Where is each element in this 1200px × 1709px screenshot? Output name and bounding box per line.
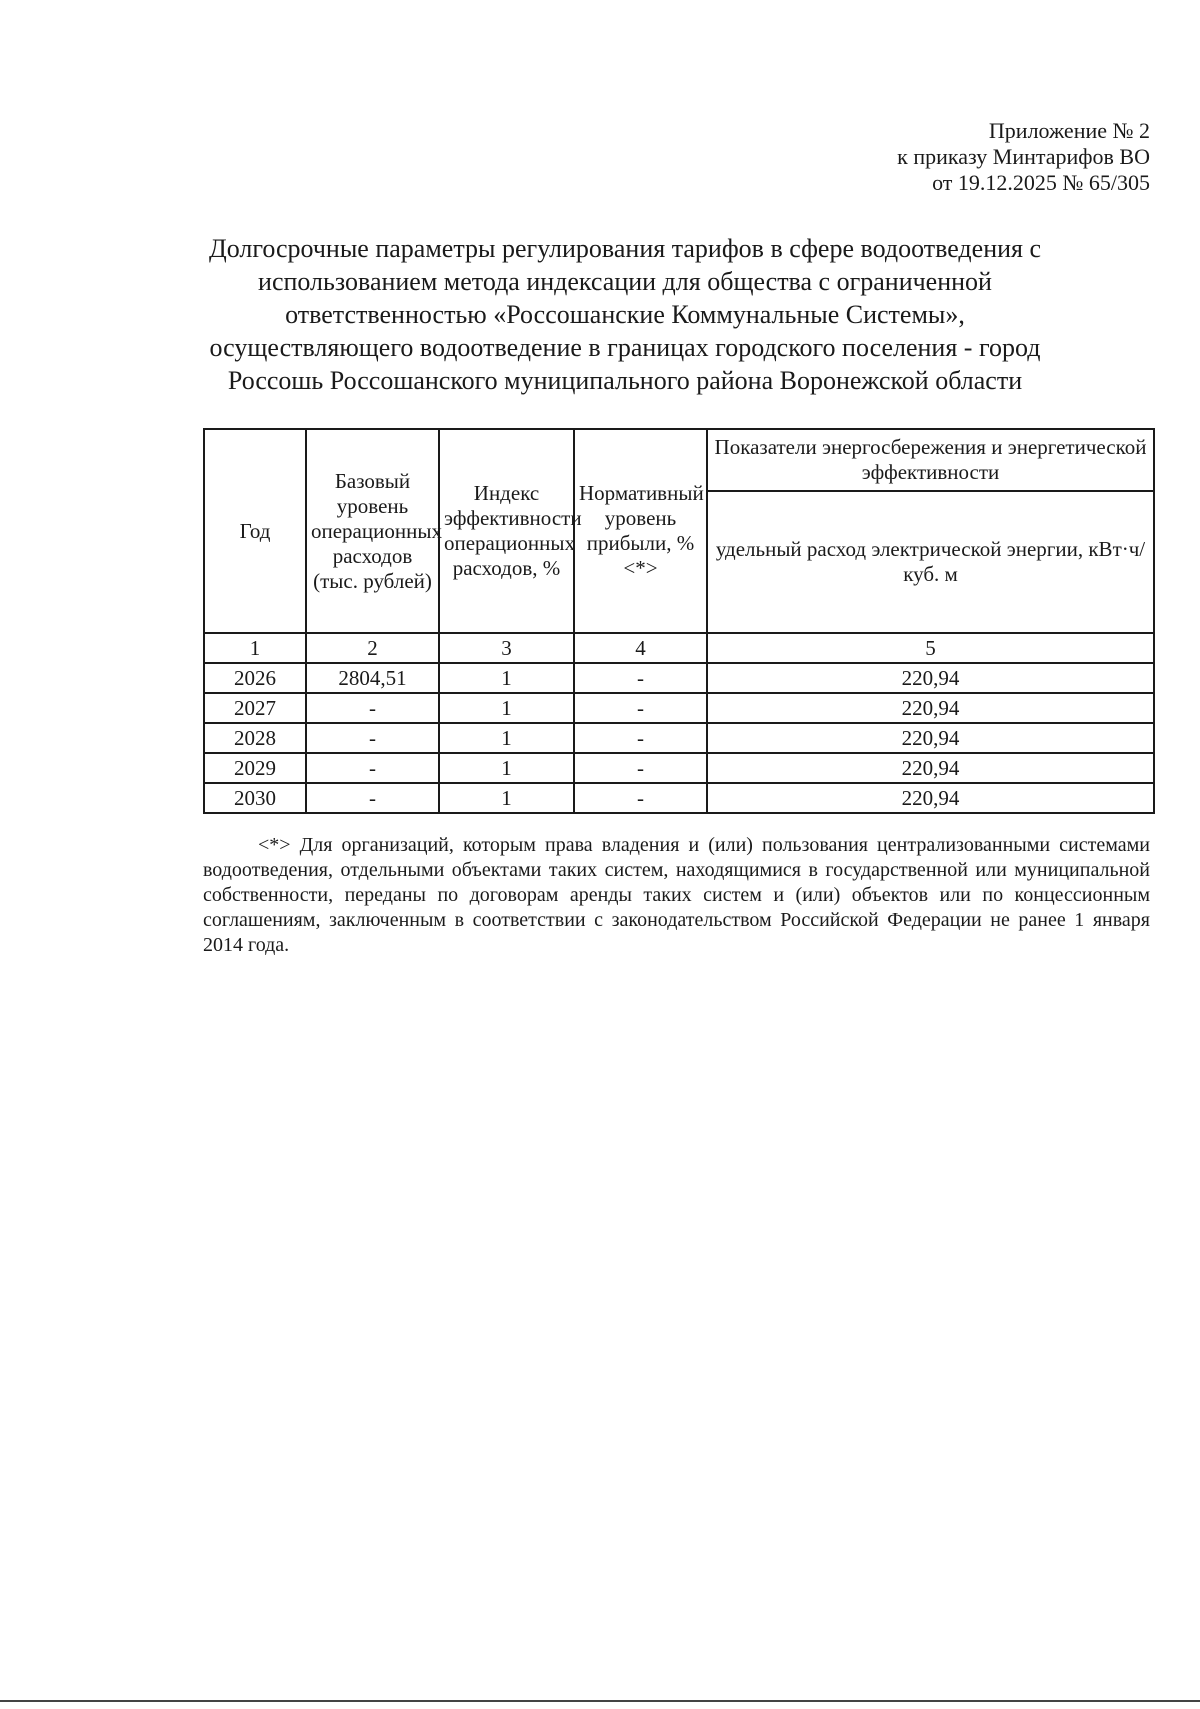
column-number: 1 (204, 633, 306, 663)
cell-base-opex: 2804,51 (306, 663, 439, 693)
header-year: Год (204, 429, 306, 633)
column-number: 3 (439, 633, 574, 663)
cell-energy-consumption: 220,94 (707, 663, 1154, 693)
header-row (204, 429, 1154, 491)
appendix-number: Приложение № 2 (988, 118, 1150, 143)
title-line: использованием метода индексации для общества с ограниченной (258, 267, 992, 296)
cell-year: 2027 (204, 693, 306, 723)
cell-efficiency-index: 1 (439, 723, 574, 753)
cell-efficiency-index: 1 (439, 663, 574, 693)
cell-efficiency-index: 1 (439, 753, 574, 783)
cell-base-opex: - (306, 693, 439, 723)
column-number-row (204, 633, 1154, 663)
cell-energy-consumption: 220,94 (707, 783, 1154, 813)
cell-energy-consumption: 220,94 (707, 693, 1154, 723)
header-energy-group: Показатели энергосбережения и энергетической эффективности (707, 429, 1154, 491)
column-number: 4 (574, 633, 707, 663)
cell-year: 2030 (204, 783, 306, 813)
cell-base-opex: - (306, 723, 439, 753)
cell-profit-level: - (574, 723, 707, 753)
header-profit-level: Нормативный уровень прибыли, % <*> (574, 429, 707, 633)
column-number: 5 (707, 633, 1154, 663)
order-reference: к приказу Минтарифов ВО (897, 144, 1150, 169)
table-row (204, 693, 1154, 723)
header-energy-consumption: удельный расход электрической энергии, кВт·ч/куб. м (707, 491, 1154, 633)
footnote: <*> Для организаций, которым права владения и (или) пользования централизованными системами водоотведения, отдельными объектами таких систем, находящимися в государственной или муниципальной собственности, переданы по договорам аренды таких систем и (или) объектов или по концессионным соглашениям, заключенным в соответствии с законодательством Российской Федерации не ранее 1 января 2014 года. (203, 834, 1150, 956)
cell-year: 2029 (204, 753, 306, 783)
cell-base-opex: - (306, 783, 439, 813)
cell-efficiency-index: 1 (439, 783, 574, 813)
table-row (204, 663, 1154, 693)
header-efficiency-index: Индекс эффективности операционных расходов, % (439, 429, 574, 633)
table-row (204, 723, 1154, 753)
cell-efficiency-index: 1 (439, 693, 574, 723)
scan-bottom-edge (0, 1700, 1200, 1702)
title-line: Долгосрочные параметры регулирования тарифов в сфере водоотведения с (208, 234, 1042, 263)
table-row (204, 753, 1154, 783)
appendix-header (897, 118, 1150, 196)
cell-profit-level: - (574, 783, 707, 813)
cell-energy-consumption: 220,94 (707, 753, 1154, 783)
parameters-table (203, 428, 1155, 814)
title-line: ответственностью «Россошанские Коммунальные Системы», (285, 300, 965, 329)
header-base-opex: Базовый уровень операционных расходов (тыс. рублей) (306, 429, 439, 633)
cell-year: 2026 (204, 663, 306, 693)
title-line: осуществляющего водоотведение в границах городского поселения - город (209, 333, 1041, 362)
title-line: Россошь Россошанского муниципального района Воронежской области (227, 366, 1023, 395)
cell-base-opex: - (306, 753, 439, 783)
document-title (200, 232, 1050, 397)
cell-profit-level: - (574, 693, 707, 723)
cell-profit-level: - (574, 753, 707, 783)
cell-year: 2028 (204, 723, 306, 753)
table-row (204, 783, 1154, 813)
column-number: 2 (306, 633, 439, 663)
cell-profit-level: - (574, 663, 707, 693)
order-date-number: от 19.12.2025 № 65/305 (932, 170, 1150, 195)
cell-energy-consumption: 220,94 (707, 723, 1154, 753)
